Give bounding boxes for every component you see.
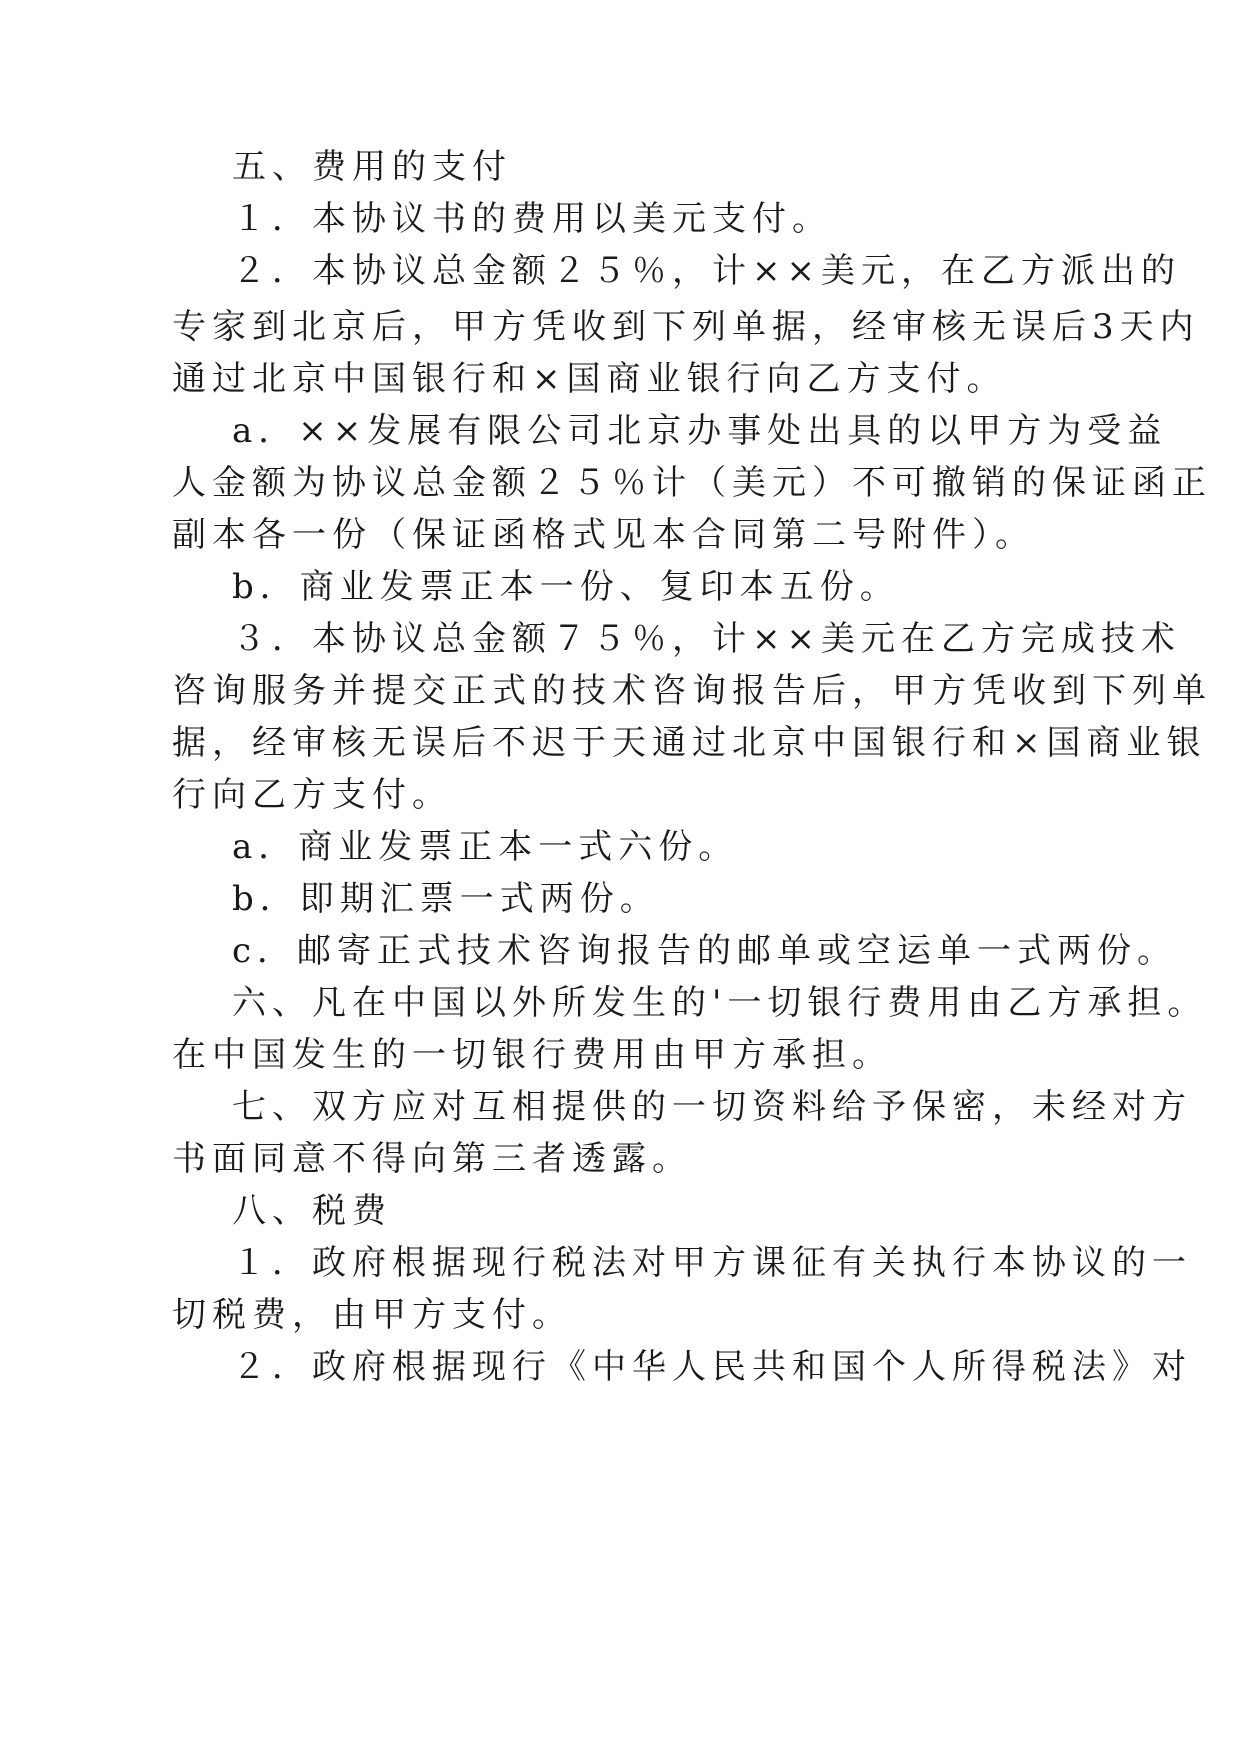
paragraph-line: ２．本协议总金额２５％，计××美元，在乙方派出的 <box>232 251 1181 291</box>
section-7-line: 七、双方应对互相提供的一切资料给予保密，未经对方 <box>232 1087 1192 1127</box>
paragraph-line: 切税费，由甲方支付。 <box>172 1295 572 1335</box>
paragraph-line: 专家到北京后，甲方凭收到下列单据，经审核无误后3天内 <box>172 307 1200 347</box>
section-8-heading: 八、税费 <box>232 1191 392 1231</box>
paragraph-line: １．政府根据现行税法对甲方课征有关执行本协议的一 <box>232 1243 1192 1283</box>
paragraph-line: 副本各一份（保证函格式见本合同第二号附件）。 <box>172 515 1035 555</box>
paragraph-line: 在中国发生的一切银行费用由甲方承担。 <box>172 1035 892 1075</box>
paragraph-line: a．商业发票正本一式六份。 <box>232 827 739 867</box>
section-5-heading: 五、费用的支付 <box>232 147 512 187</box>
paragraph-line: b．即期汇票一式两份。 <box>232 879 660 919</box>
paragraph-line: 人金额为协议总金额２５％计（美元）不可撤销的保证函正 <box>172 463 1212 503</box>
paragraph-line: b．商业发票正本一份、复印本五份。 <box>232 567 900 607</box>
paragraph-line: 行向乙方支付。 <box>172 775 452 815</box>
paragraph-line: 通过北京中国银行和×国商业银行向乙方支付。 <box>172 359 1007 399</box>
paragraph-line: １．本协议书的费用以美元支付。 <box>232 199 832 239</box>
paragraph-line: ２．政府根据现行《中华人民共和国个人所得税法》对 <box>232 1347 1192 1387</box>
paragraph-line: 咨询服务并提交正式的技术咨询报告后，甲方凭收到下列单 <box>172 671 1212 711</box>
paragraph-line: a．××发展有限公司北京办事处出具的以甲方为受益 <box>232 411 1168 451</box>
section-6-line: 六、凡在中国以外所发生的'一切银行费用由乙方承担。 <box>232 983 1208 1023</box>
paragraph-line: c．邮寄正式技术咨询报告的邮单或空运单一式两份。 <box>232 931 1178 971</box>
paragraph-line: 据，经审核无误后不迟于天通过北京中国银行和×国商业银 <box>172 723 1207 763</box>
paragraph-line: 书面同意不得向第三者透露。 <box>172 1139 692 1179</box>
paragraph-line: ３．本协议总金额７５％，计××美元在乙方完成技术 <box>232 619 1181 659</box>
